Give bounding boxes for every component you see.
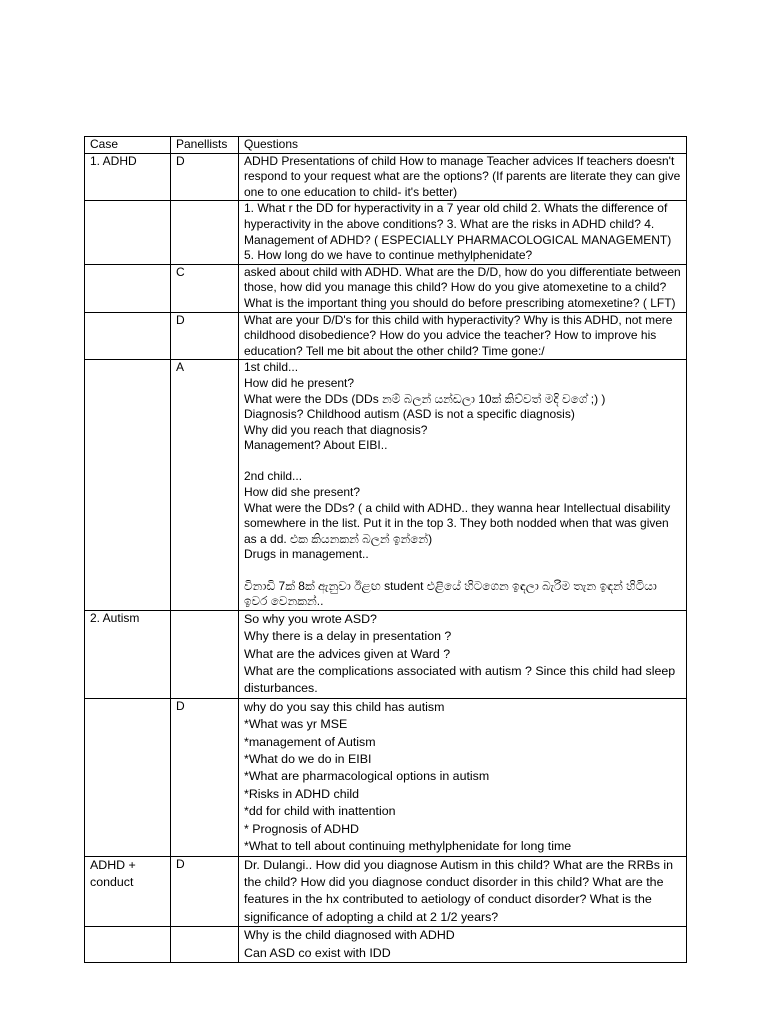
panellist-cell: A — [171, 360, 239, 611]
questions-cell — [239, 856, 687, 927]
case-cell — [85, 312, 171, 360]
questions-table — [84, 136, 687, 963]
questions-text: 1. What r the DD for hyperactivity in a 7 year old child 2. Whats the difference of hyperactivity in the above conditions? 3. What are the risks in ADHD child? 4. Management of ADHD? ( ESPECIALLY PHARMACOLOGICAL MANAGEMENT) 5. How long do we have to continue methylphenidate? — [244, 201, 672, 263]
questions-cell — [239, 201, 687, 264]
questions-text: Why is the child diagnosed with ADHD Can ASD co exist with IDD — [244, 928, 455, 960]
case-cell — [85, 927, 171, 963]
table-row — [85, 153, 687, 201]
header-questions: Questions — [239, 137, 687, 154]
panellist-cell: D — [171, 312, 239, 360]
panellist-cell: D — [171, 856, 239, 927]
case-cell: 1. ADHD — [85, 153, 171, 201]
table-row — [85, 360, 687, 611]
questions-text: Dr. Dulangi.. How did you diagnose Autism in this child? What are the RRBs in the child? How did you diagnose conduct disorder in this child? What are the features in the hx contributed to aetiology of conduct disorder? What is the significance of adopting a child at 2 1/2 years? — [244, 857, 674, 924]
table-row — [85, 201, 687, 264]
panellist-cell: C — [171, 264, 239, 312]
questions-cell — [239, 153, 687, 201]
header-panellists: Panellists — [171, 137, 239, 154]
panellist-cell: D — [171, 698, 239, 856]
case-cell — [85, 264, 171, 312]
panellist-cell — [171, 927, 239, 963]
table-row — [85, 698, 687, 856]
questions-cell — [239, 360, 687, 611]
table-row — [85, 264, 687, 312]
questions-text: asked about child with ADHD. What are the D/D, how do you differentiate between those, how did you manage this child? How do you give atomexetine to a child? What is the important thing you should do before prescribing atomexetine? ( LFT) — [244, 264, 681, 310]
questions-cell — [239, 264, 687, 312]
case-cell: 2. Autism — [85, 610, 171, 698]
panellist-cell — [171, 201, 239, 264]
questions-cell — [239, 698, 687, 856]
questions-text: why do you say this child has autism *What was yr MSE *management of Autism *What do we do in EIBI *What are pharmacological options in autism *Risks in ADHD child *dd for child with inattention * Prognosis of ADHD *What to tell about continuing methylphenidate for long time — [244, 699, 572, 854]
table-row — [85, 927, 687, 963]
case-cell: ADHD + conduct — [85, 856, 171, 927]
questions-text: So why you wrote ASD? Why there is a delay in presentation ? What are the advices given at Ward ? What are the complications associated with autism ? Since this child had sleep disturbances. — [244, 611, 676, 696]
case-cell — [85, 360, 171, 611]
questions-cell — [239, 927, 687, 963]
table-row — [85, 312, 687, 360]
questions-text: What are your D/D's for this child with hyperactivity? Why is this ADHD, not mere childhood disobedience? How do you advice the teacher? How to improve his education? Tell me bit about the other child? Time gone:/ — [244, 312, 673, 358]
panellist-cell: D — [171, 153, 239, 201]
questions-cell — [239, 610, 687, 698]
case-cell — [85, 698, 171, 856]
table-header-row — [85, 137, 687, 154]
panellist-cell — [171, 610, 239, 698]
header-case: Case — [85, 137, 171, 154]
table-row — [85, 856, 687, 927]
questions-text: ADHD Presentations of child How to manage Teacher advices If teachers doesn't respond to your request what are the options? (If parents are literate they can give one to one education to child- it's better) — [244, 153, 681, 199]
questions-text: 1st child... How did he present? What were the DDs (DDs නම් බලන් යන්ඩලා 10ක් කිව්වත් මදි වගේ ;) ) Diagnosis? Childhood autism (ASD is not a specific diagnosis) Why did you reach that diagnosis? Management? About EIBI.. 2nd child... How did she present? What were the DDs? ( a child with ADHD.. they wanna hear Intellectual disability somewhere in the list. Put it in the top 3. They both nodded when that was given as a dd. එක කියනකන් බලන් ඉන්නේ) Drugs in management.. විනාඩි 7ක් 8ක් ඇනුවා ඊළඟ student එළියේ හිටගෙන ඉඳලා බැරිම තැන ඉඳන් හිටියා ඉවර වෙනකන්.. — [244, 360, 671, 609]
questions-cell — [239, 312, 687, 360]
case-cell — [85, 201, 171, 264]
table-row — [85, 610, 687, 698]
